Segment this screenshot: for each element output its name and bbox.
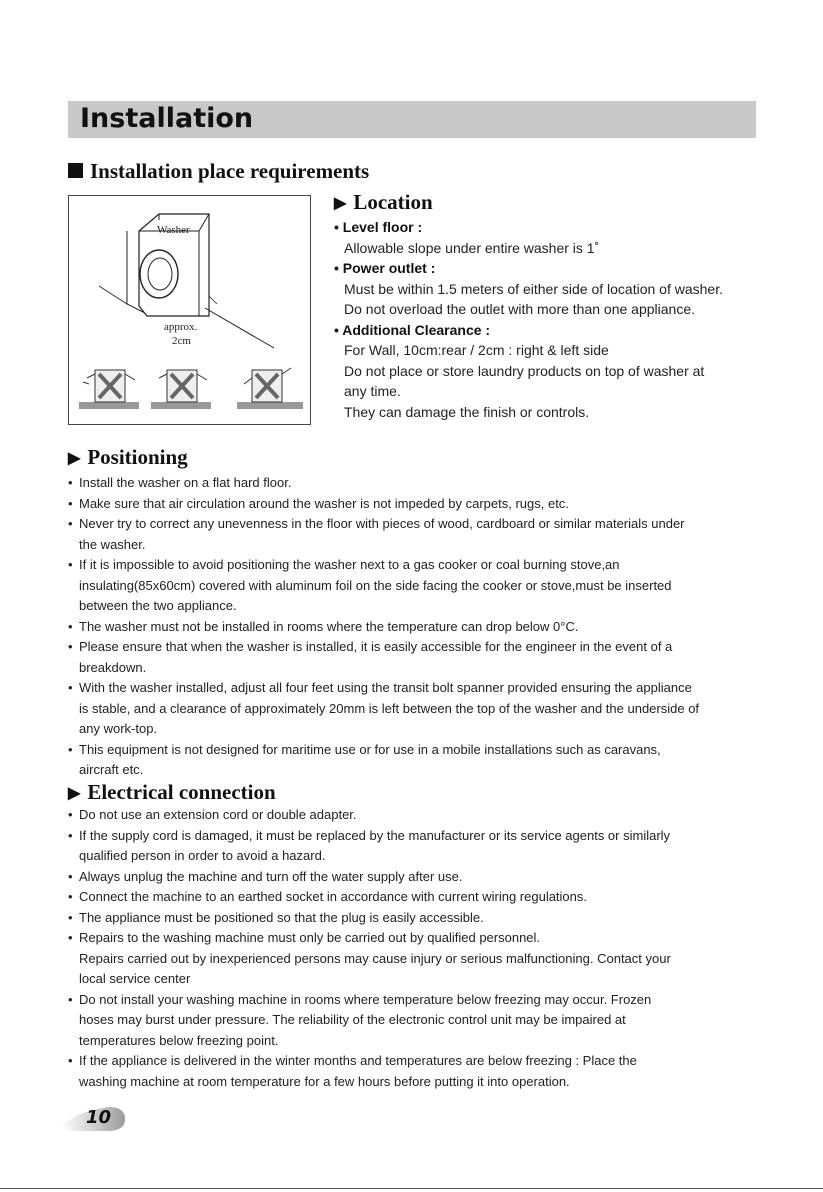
level-floor-text: Allowable slope under entire washer is 1˚ xyxy=(344,239,600,256)
bottom-divider xyxy=(0,1188,823,1189)
list-item-line: • Install the washer on a flat hard floor. xyxy=(79,475,292,490)
electrical-heading-text: Electrical connection xyxy=(87,780,276,804)
clearance-text-4: They can damage the finish or controls. xyxy=(344,403,590,420)
washer-label: Washer xyxy=(157,224,190,236)
list-item-line: aircraft etc. xyxy=(79,762,144,777)
location-heading xyxy=(334,190,433,216)
list-item-line: Repairs carried out by inexperienced persons may cause injury or serious malfunctioning. Contact your xyxy=(79,950,671,966)
tilted-washer-figure-2 xyxy=(151,370,211,409)
list-item-line: any work-top. xyxy=(79,721,158,736)
list-item xyxy=(68,637,768,678)
power-outlet-text-2: Do not overload the outlet with more than one appliance. xyxy=(344,301,696,317)
list-item-line: temperatures below freezing point. xyxy=(79,1032,279,1048)
list-item-line: • Never try to correct any unevenness in the floor with pieces of wood, cardboard or similar materials under xyxy=(79,516,685,531)
list-item-line: • The washer must not be installed in rooms where the temperature can drop below 0°C. xyxy=(79,618,579,634)
list-item-line: • Connect the machine to an earthed socket in accordance with current wiring regulations. xyxy=(79,889,588,904)
list-item xyxy=(68,473,768,494)
list-item-line: hoses may burst under pressure. The reliability of the electronic control unit may be impaired at xyxy=(79,1012,626,1027)
square-bullet-icon xyxy=(68,163,83,178)
washer-illustration xyxy=(69,196,310,424)
list-item xyxy=(68,867,768,888)
list-item-line: • If the appliance is delivered in the winter months and temperatures are below freezing : Place the xyxy=(79,1053,637,1068)
list-item xyxy=(68,555,768,617)
level-floor-label: • Level floor : xyxy=(334,219,423,235)
triangle-bullet-icon: ▶ xyxy=(68,450,81,467)
list-item-line: qualified person in order to avoid a hazard. xyxy=(79,848,326,863)
list-item-line: • Repairs to the washing machine must only be carried out by qualified personnel. xyxy=(79,930,541,945)
page-title: Installation xyxy=(80,103,254,134)
list-item-line: • If it is impossible to avoid positioning the washer next to a gas cooker or coal burning stove,an xyxy=(79,557,620,572)
list-item xyxy=(68,514,768,555)
list-item-line: • The appliance must be positioned so that the plug is easily accessible. xyxy=(79,909,484,925)
header-bar xyxy=(68,101,756,138)
list-item-line: local service center xyxy=(79,971,191,986)
list-item xyxy=(68,826,768,867)
section-title-text: Installation place requirements xyxy=(90,159,370,183)
gap-label-approx: approx. xyxy=(164,321,198,333)
location-block xyxy=(334,217,774,422)
list-item xyxy=(68,887,768,908)
list-item xyxy=(68,617,768,638)
power-outlet-label: • Power outlet : xyxy=(334,260,436,276)
list-item-line: • This equipment is not designed for maritime use or for use in a mobile installations such as caravans, xyxy=(79,741,661,757)
list-item-line: • With the washer installed, adjust all four feet using the transit bolt spanner provided ensuring the appliance xyxy=(79,680,692,695)
location-heading-text: Location xyxy=(353,190,433,214)
electrical-heading xyxy=(68,780,276,806)
electrical-list xyxy=(68,805,768,1092)
list-item-line: • Do not install your washing machine in rooms where temperature below freezing may occur. Frozen xyxy=(79,991,652,1007)
power-outlet-text-1: Must be within 1.5 meters of either side of location of washer. xyxy=(344,280,723,297)
list-item-line: insulating(85x60cm) covered with aluminum foil on the side facing the cooker or stove,must be inserted xyxy=(79,577,672,593)
positioning-heading-text: Positioning xyxy=(87,445,188,469)
list-item-line: • Make sure that air circulation around the washer is not impeded by carpets, rugs, etc. xyxy=(79,495,569,511)
positioning-heading xyxy=(68,445,188,471)
list-item-line: is stable, and a clearance of approximately 20mm is left between the top of the washer and the underside of xyxy=(79,700,700,716)
list-item-line: • If the supply cord is damaged, it must be replaced by the manufacturer or its service agents or similarly xyxy=(79,827,671,843)
list-item xyxy=(68,990,768,1052)
list-item-line: breakdown. xyxy=(79,659,147,675)
list-item-line: between the two appliance. xyxy=(79,598,237,613)
triangle-bullet-icon: ▶ xyxy=(334,195,347,212)
clearance-text-1: For Wall, 10cm:rear / 2cm : right & left side xyxy=(344,342,609,358)
list-item xyxy=(68,928,768,990)
tilted-washer-figure-1 xyxy=(79,370,139,409)
tilted-washer-figure-3 xyxy=(237,368,303,409)
list-item xyxy=(68,740,768,781)
list-item-line: • Always unplug the machine and turn off the water supply after use. xyxy=(79,868,463,884)
section-title xyxy=(68,158,369,184)
list-item xyxy=(68,1051,768,1092)
page-number: 10 xyxy=(86,1107,112,1128)
list-item xyxy=(68,908,768,929)
list-item xyxy=(68,805,768,826)
clearance-text-3: any time. xyxy=(344,383,401,399)
list-item-line: the washer. xyxy=(79,536,146,552)
gap-label-2cm: 2cm xyxy=(172,335,191,347)
list-item-line: • Please ensure that when the washer is installed, it is easily accessible for the engineer in the event of a xyxy=(79,639,673,654)
list-item xyxy=(68,678,768,740)
list-item-line: • Do not use an extension cord or double adapter. xyxy=(79,807,357,822)
installation-figure xyxy=(68,195,311,425)
clearance-text-2: Do not place or store laundry products on top of washer at xyxy=(344,362,705,379)
positioning-list xyxy=(68,473,768,781)
list-item-line: washing machine at room temperature for a few hours before putting it into operation. xyxy=(79,1073,570,1089)
triangle-bullet-icon: ▶ xyxy=(68,785,81,802)
clearance-label: • Additional Clearance : xyxy=(334,321,491,338)
list-item xyxy=(68,494,768,515)
